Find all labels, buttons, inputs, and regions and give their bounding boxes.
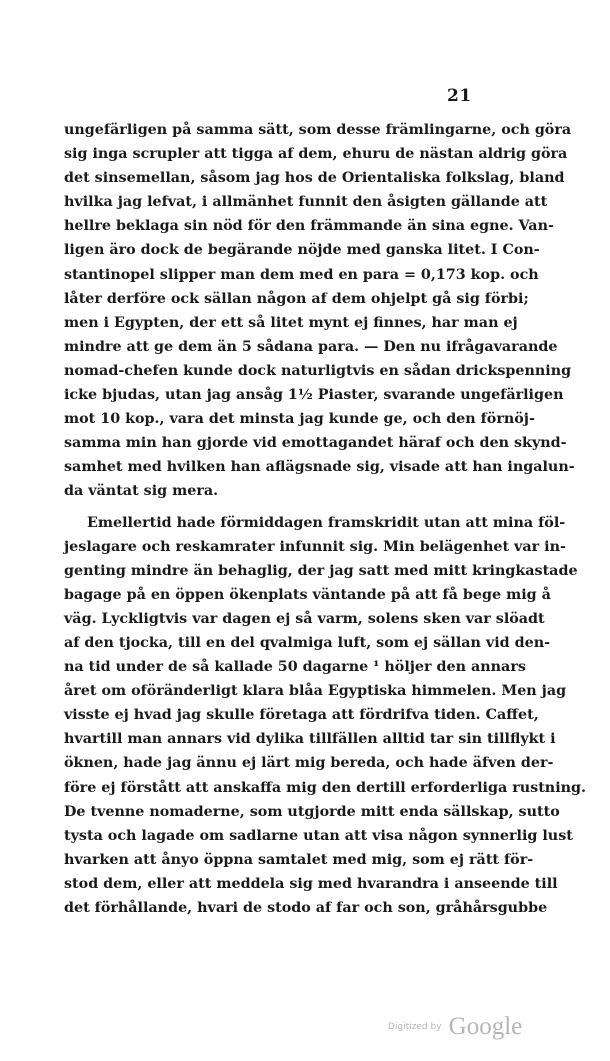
text-line: ligen äro dock de begärande nöjde med ganska litet. I Con- — [64, 242, 540, 259]
text-line: hvartill man annars vid dylika tillfällen alltid tar sin tillflykt i — [64, 731, 556, 748]
text-line: men i Egypten, der ett så litet mynt ej finnes, har man ej — [64, 314, 518, 331]
text-line: tysta och lagade om sadlarne utan att visa någon synnerlig lust — [64, 827, 573, 844]
text-line: sig inga scrupler att tigga af dem, ehuru de nästan aldrig göra — [64, 146, 568, 163]
text-line: stantinopel slipper man dem med en para = 0,173 kop. och — [64, 266, 539, 283]
text-line: låter derföre ock sällan någon af dem ohjelpt gå sig förbi; — [64, 290, 529, 307]
google-logo: Google — [448, 1013, 523, 1040]
text-line: na tid under de så kallade 50 dagarne ¹ höljer den annars — [64, 659, 526, 676]
page-number: 21 — [447, 86, 472, 106]
text-line: hellre beklaga sin nöd för den främmande än sina egne. Van- — [64, 218, 554, 235]
text-line: icke bjudas, utan jag ansåg 1½ Piaster, svarande ungefärligen — [64, 387, 564, 404]
text-line: visste ej hvad jag skulle företaga att fördrifva tiden. Caffet, — [64, 707, 539, 724]
text-line: det förhållande, hvari de stodo af far och son, gråhårsgubbe — [64, 900, 548, 916]
text-line: bagage på en öppen ökenplats väntande på att få bege mig å — [64, 586, 551, 603]
text-line: hvilka jag lefvat, i allmänhet funnit den åsigten gällande att — [64, 194, 548, 211]
text-line: ungefärligen på samma sätt, som desse främlingarne, och göra — [64, 122, 572, 138]
text-line: det sinsemellan, såsom jag hos de Orientaliska folkslag, bland — [64, 170, 565, 187]
text-line: hvarken att ånyo öppna samtalet med mig, som ej rätt för- — [64, 851, 534, 868]
text-line: De tvenne nomaderne, som utgjorde mitt enda sällskap, sutto — [64, 803, 560, 820]
text-line: mindre att ge dem än 5 sådana para. — Den nu ifrågavarande — [64, 338, 558, 355]
digitized-watermark — [388, 1013, 522, 1041]
text-line: stod dem, eller att meddela sig med hvarandra i anseende till — [64, 875, 558, 892]
text-line: nomad-chefen kunde dock naturligtvis en sådan drickspenning — [64, 362, 572, 379]
text-line: samhet med hvilken han aflägsnade sig, visade att han ingalun- — [64, 459, 575, 476]
text-line: genting mindre än behaglig, der jag satt med mitt kringkastade — [64, 562, 578, 579]
text-line: året om oföränderligt klara blåa Egyptiska himmelen. Men jag — [64, 683, 567, 700]
text-line: samma min han gjorde vid emottagandet häraf och den skynd- — [64, 435, 567, 452]
text-line: öknen, hade jag ännu ej lärt mig bereda, och hade äfven der- — [64, 755, 554, 772]
watermark-prefix: Digitized by — [388, 1022, 442, 1032]
body-text — [64, 118, 587, 920]
text-line: da väntat sig mera. — [64, 483, 219, 500]
text-line: väg. Lyckligtvis var dagen ej så varm, solens sken var slöadt — [64, 610, 545, 627]
text-line: jeslagare och reskamrater infunnit sig. Min belägenhet var in- — [64, 538, 566, 555]
text-line: Emellertid hade förmiddagen framskridit utan att mina föl- — [87, 514, 566, 531]
paragraph-2 — [64, 511, 587, 921]
text-line: mot 10 kop., vara det minsta jag kunde ge, och den förnöj- — [64, 411, 535, 428]
text-line: af den tjocka, till en del qvalmiga luft, som ej sällan vid den- — [64, 634, 551, 651]
text-line: före ej förstått att anskaffa mig den dertill erforderliga rustning. — [64, 779, 587, 796]
paragraph-1 — [64, 118, 575, 504]
